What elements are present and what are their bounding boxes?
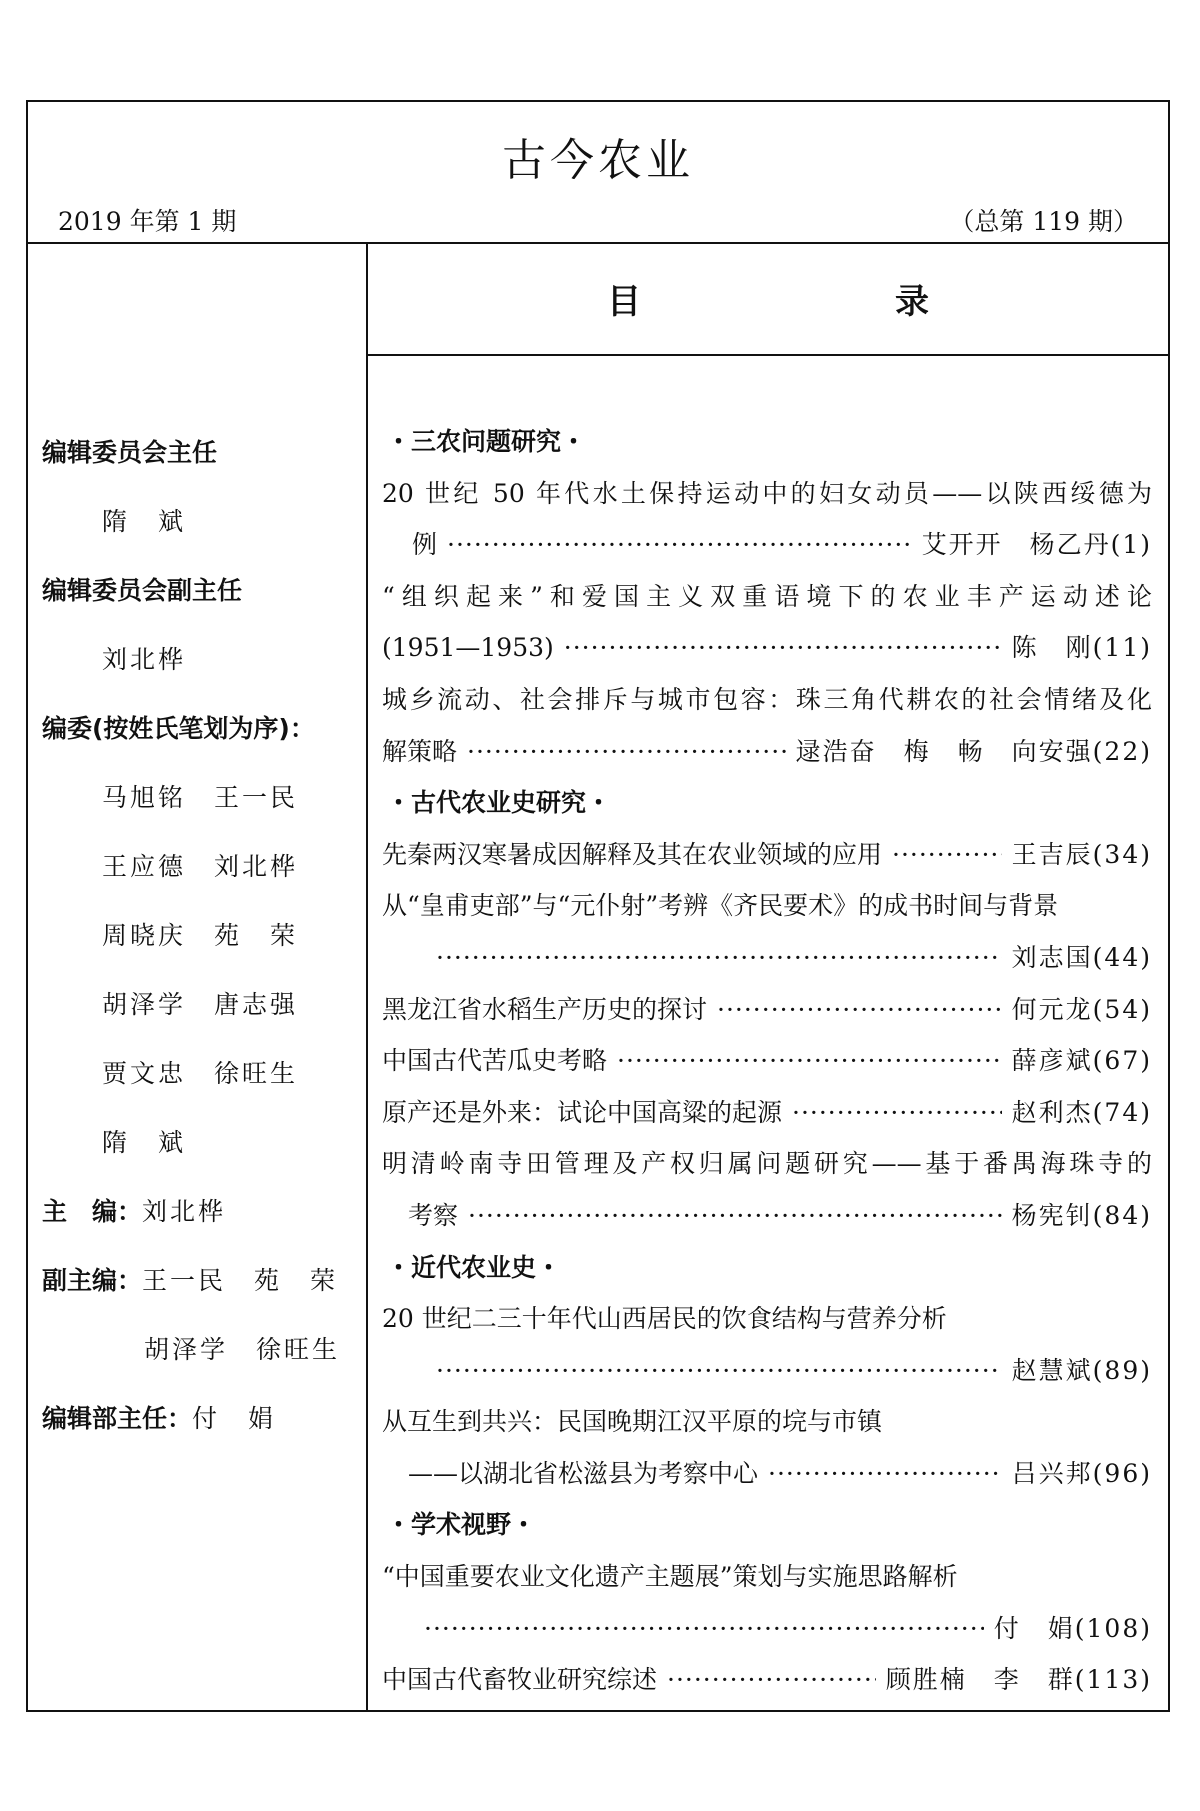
member-row: 王应德 刘北桦: [102, 852, 299, 881]
toc-entry: [382, 1654, 1152, 1706]
page-frame: [26, 100, 1170, 1712]
leader-dots: [447, 519, 912, 571]
toc-entry-author: 杨宪钊(84): [1011, 1200, 1152, 1230]
toc-heading: [368, 242, 1168, 356]
toc-entry-author: 刘志国(44): [1011, 942, 1152, 972]
toc-entry: [382, 1345, 1152, 1397]
deputy-editor-label: 副主编：: [42, 1266, 143, 1295]
section-heading: ・古代农业史研究・: [386, 788, 612, 818]
toc-entry-author: 赵慧斌(89): [1011, 1355, 1152, 1385]
leader-dots: [717, 984, 1002, 1036]
toc-entry-title: 中国古代苦瓜史考略: [382, 1046, 608, 1076]
toc-entry-title: 黑龙江省水稻生产历史的探讨: [382, 994, 708, 1024]
toc-entry: [382, 1603, 1152, 1655]
toc-entry: [382, 829, 1152, 881]
toc-entry-title: 例: [412, 530, 438, 560]
toc-entry-author: 陈 刚(11): [1011, 633, 1152, 663]
toc-entry-author: 逯浩奋 梅 畅 向安强(22): [795, 736, 1152, 766]
leader-dots: [564, 622, 1002, 674]
member-row: 隋 斌: [102, 1128, 187, 1157]
member-row: 马旭铭 王一民: [102, 783, 299, 812]
deputy-editor-names-2: 胡泽学 徐旺生: [144, 1335, 341, 1364]
issue-number: 2019 年第 1 期: [58, 207, 237, 236]
leader-dots: [467, 726, 786, 778]
toc-entry-author: 薛彦斌(67): [1011, 1046, 1152, 1076]
toc-entry-author: 赵利杰(74): [1011, 1097, 1152, 1127]
toc-entry-title: 20 世纪 50 年代水土保持运动中的妇女动员——以陕西绥德为: [382, 478, 1152, 508]
column-divider: [366, 242, 368, 1710]
section-heading: ・三农问题研究・: [386, 427, 587, 456]
vice-director-name: 刘北桦: [102, 645, 187, 674]
toc-entry-title: 20 世纪二三十年代山西居民的饮食结构与营养分析: [382, 1304, 947, 1334]
toc-entry-author: 吕兴邦(96): [1011, 1458, 1152, 1488]
table-of-contents: [382, 416, 1152, 1706]
toc-entry: [382, 519, 1152, 571]
director-label: 编辑委员会主任: [42, 438, 218, 467]
toc-entry-title: “组织起来”和爱国主义双重语境下的农业丰产运动述论: [382, 581, 1152, 611]
toc-entry: [382, 1190, 1152, 1242]
leader-dots: [792, 1087, 1002, 1139]
toc-entry-title: (1951—1953): [382, 633, 554, 663]
leader-dots: [468, 1190, 1002, 1242]
toc-entry-author: 付 娟(108): [993, 1613, 1152, 1643]
chief-editor-name: 刘北桦: [142, 1197, 227, 1226]
toc-entry: [382, 932, 1152, 984]
editorial-board: [42, 418, 362, 1453]
office-director-name: 付 娟: [192, 1404, 277, 1433]
toc-entry-title: “中国重要农业文化遗产主题展”策划与实施思路解析: [382, 1562, 958, 1592]
toc-entry-author: 艾开开 杨乙丹(1): [921, 530, 1152, 560]
toc-entry: [382, 1448, 1152, 1500]
vice-director-label: 编辑委员会副主任: [42, 576, 243, 605]
toc-entry-author: 何元龙(54): [1011, 994, 1152, 1024]
toc-entry: [382, 1035, 1152, 1087]
leader-dots: [768, 1448, 1002, 1500]
leader-dots: [436, 1345, 1002, 1397]
member-row: 胡泽学 唐志强: [102, 990, 299, 1019]
toc-entry: [382, 1087, 1152, 1139]
toc-entry-title: 明清岭南寺田管理及产权归属问题研究——基于番禺海珠寺的: [382, 1149, 1152, 1179]
toc-entry-author: 王吉辰(34): [1011, 839, 1152, 869]
toc-entry-title: ——以湖北省松滋县为考察中心: [408, 1458, 759, 1488]
leader-dots: [424, 1603, 984, 1655]
toc-entry: [382, 622, 1152, 674]
section-heading: ・学术视野・: [386, 1510, 537, 1540]
section-heading: ・近代农业史・: [386, 1252, 562, 1282]
deputy-editors: [42, 1246, 362, 1315]
toc-entry: [382, 726, 1152, 778]
members-label: 编委(按姓氏笔划为序)：: [42, 714, 315, 743]
toc-entry-title: 从“皇甫吏部”与“元仆射”考辨《齐民要术》的成书时间与背景: [382, 891, 1059, 921]
toc-entry-author: 顾胜楠 李 群(113): [885, 1665, 1152, 1695]
member-row: 贾文忠 徐旺生: [102, 1059, 299, 1088]
leader-dots: [667, 1654, 876, 1706]
journal-title: 古今农业: [502, 135, 694, 186]
office-director-label: 编辑部主任：: [42, 1404, 193, 1433]
toc-entry-title: 中国古代畜牧业研究综述: [382, 1665, 658, 1695]
leader-dots: [892, 829, 1002, 881]
toc-entry: [382, 984, 1152, 1036]
toc-entry-title: 原产还是外来：试论中国高粱的起源: [382, 1097, 783, 1127]
leader-dots: [436, 932, 1002, 984]
office-director: [42, 1384, 362, 1453]
chief-editor-label: 主 编：: [42, 1197, 143, 1226]
deputy-editor-names: 王一民 苑 荣: [142, 1266, 339, 1295]
toc-entry-title: 从互生到共兴：民国晚期江汉平原的垸与市镇: [382, 1407, 883, 1437]
member-row: 周晓庆 苑 荣: [102, 921, 299, 950]
total-issue-number: （总第 119 期）: [949, 207, 1138, 236]
toc-entry-title: 城乡流动、社会排斥与城市包容：珠三角代耕农的社会情绪及化: [382, 684, 1152, 714]
director-name: 隋 斌: [102, 507, 187, 536]
toc-entry-title: 先秦两汉寒暑成因解释及其在农业领域的应用: [382, 839, 883, 869]
chief-editor: [42, 1177, 362, 1246]
toc-heading-text: 目 录: [607, 281, 1039, 322]
toc-entry-title: 解策略: [382, 736, 458, 766]
leader-dots: [617, 1035, 1002, 1087]
toc-entry-title: 考察: [408, 1200, 459, 1230]
